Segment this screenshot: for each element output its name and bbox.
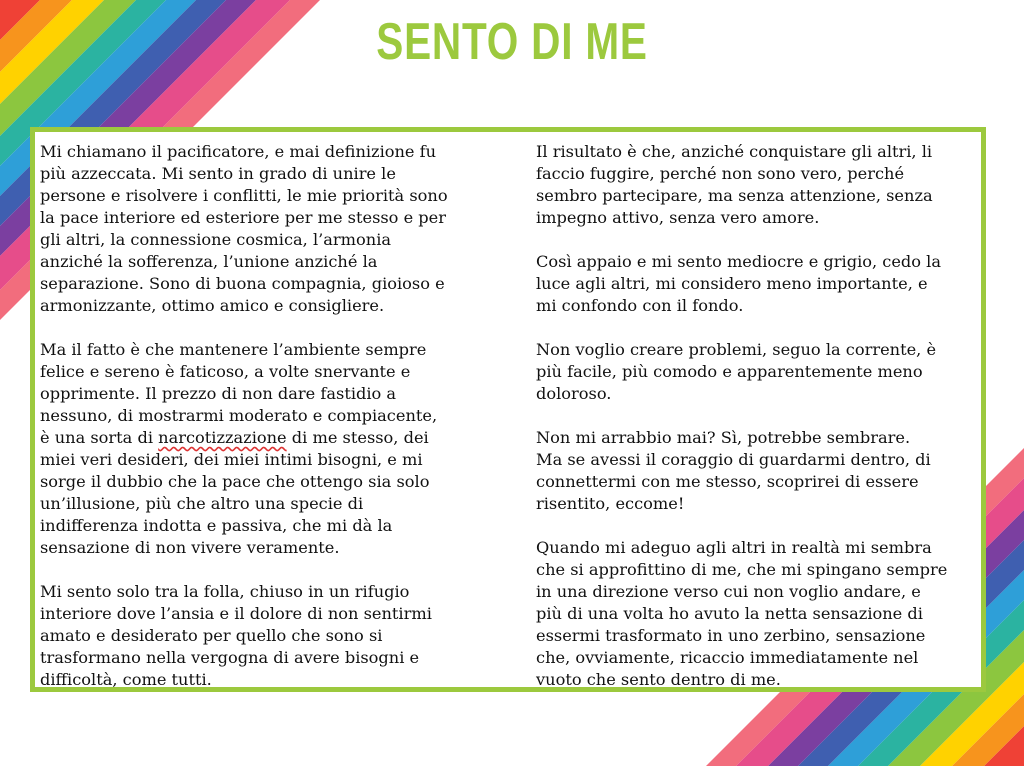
paragraph (40, 339, 510, 559)
paragraph: Mi sento solo tra la folla, chiuso in un rifugio interiore dove l’ansia e il dolore di non sentirmi amato e desiderato per quello che sono si trasformano nella vergogna di avere bisogni e difficoltà, come tutti. (40, 582, 432, 689)
paragraph: Non voglio creare problemi, seguo la corrente, è più facile, più comodo e apparentemente meno doloroso. (536, 340, 937, 403)
page-title: SENTO DI ME (376, 13, 648, 71)
spellcheck-word: narcotizzazione (158, 428, 287, 447)
right-column (536, 141, 986, 713)
paragraph: Il risultato è che, anziché conquistare gli altri, li faccio fuggire, perché non sono vero, perché sembro partecipare, ma senza attenzione, senza impegno attivo, senza vero amore. (536, 142, 933, 227)
paragraph: Quando mi adeguo agli altri in realtà mi sembra che si approfittino di me, che mi spingano sempre in una direzione verso cui non voglio andare, e più di una volta ho avuto la netta sensazione di essermi trasformato in uno zerbino, sensazione che, ovviamente, ricaccio immediatamente nel vuoto che sento dentro di me. (536, 538, 948, 689)
paragraph-text: Ma il fatto è che mantenere l’ambiente sempre felice e sereno è faticoso, a volte snervante e opprimente. Il prezzo di non dare fastidio a nessuno, di mostrarmi moderato e compiacente, è una sorta di (40, 340, 438, 447)
paragraph-text: di me stesso, dei miei veri desideri, dei miei intimi bisogni, e mi sorge il dubbio che la pace che ottengo sia solo un’illusione, più che altro una specie di indifferenza indotta e passiva, che mi dà la sensazione di non vivere veramente. (40, 428, 430, 557)
left-column (40, 141, 510, 713)
text-frame (30, 127, 986, 692)
paragraph: Non mi arrabbio mai? Sì, potrebbe sembrare. Ma se avessi il coraggio di guardarmi dentro, di connettermi con me stesso, scoprirei di essere risentito, eccome! (536, 428, 931, 513)
paragraph: Così appaio e mi sento mediocre e grigio, cedo la luce agli altri, mi considero meno importante, e mi confondo con il fondo. (536, 252, 942, 315)
paragraph: Mi chiamano il pacificatore, e mai definizione fu più azzeccata. Mi sento in grado di unire le persone e risolvere i conflitti, le mie priorità sono la pace interiore ed esteriore per me stesso e per gli altri, la connessione cosmica, l’armonia anziché la sofferenza, l’unione anziché la separazione. Sono di buona compagnia, gioioso e armonizzante, ottimo amico e consigliere. (40, 142, 448, 315)
